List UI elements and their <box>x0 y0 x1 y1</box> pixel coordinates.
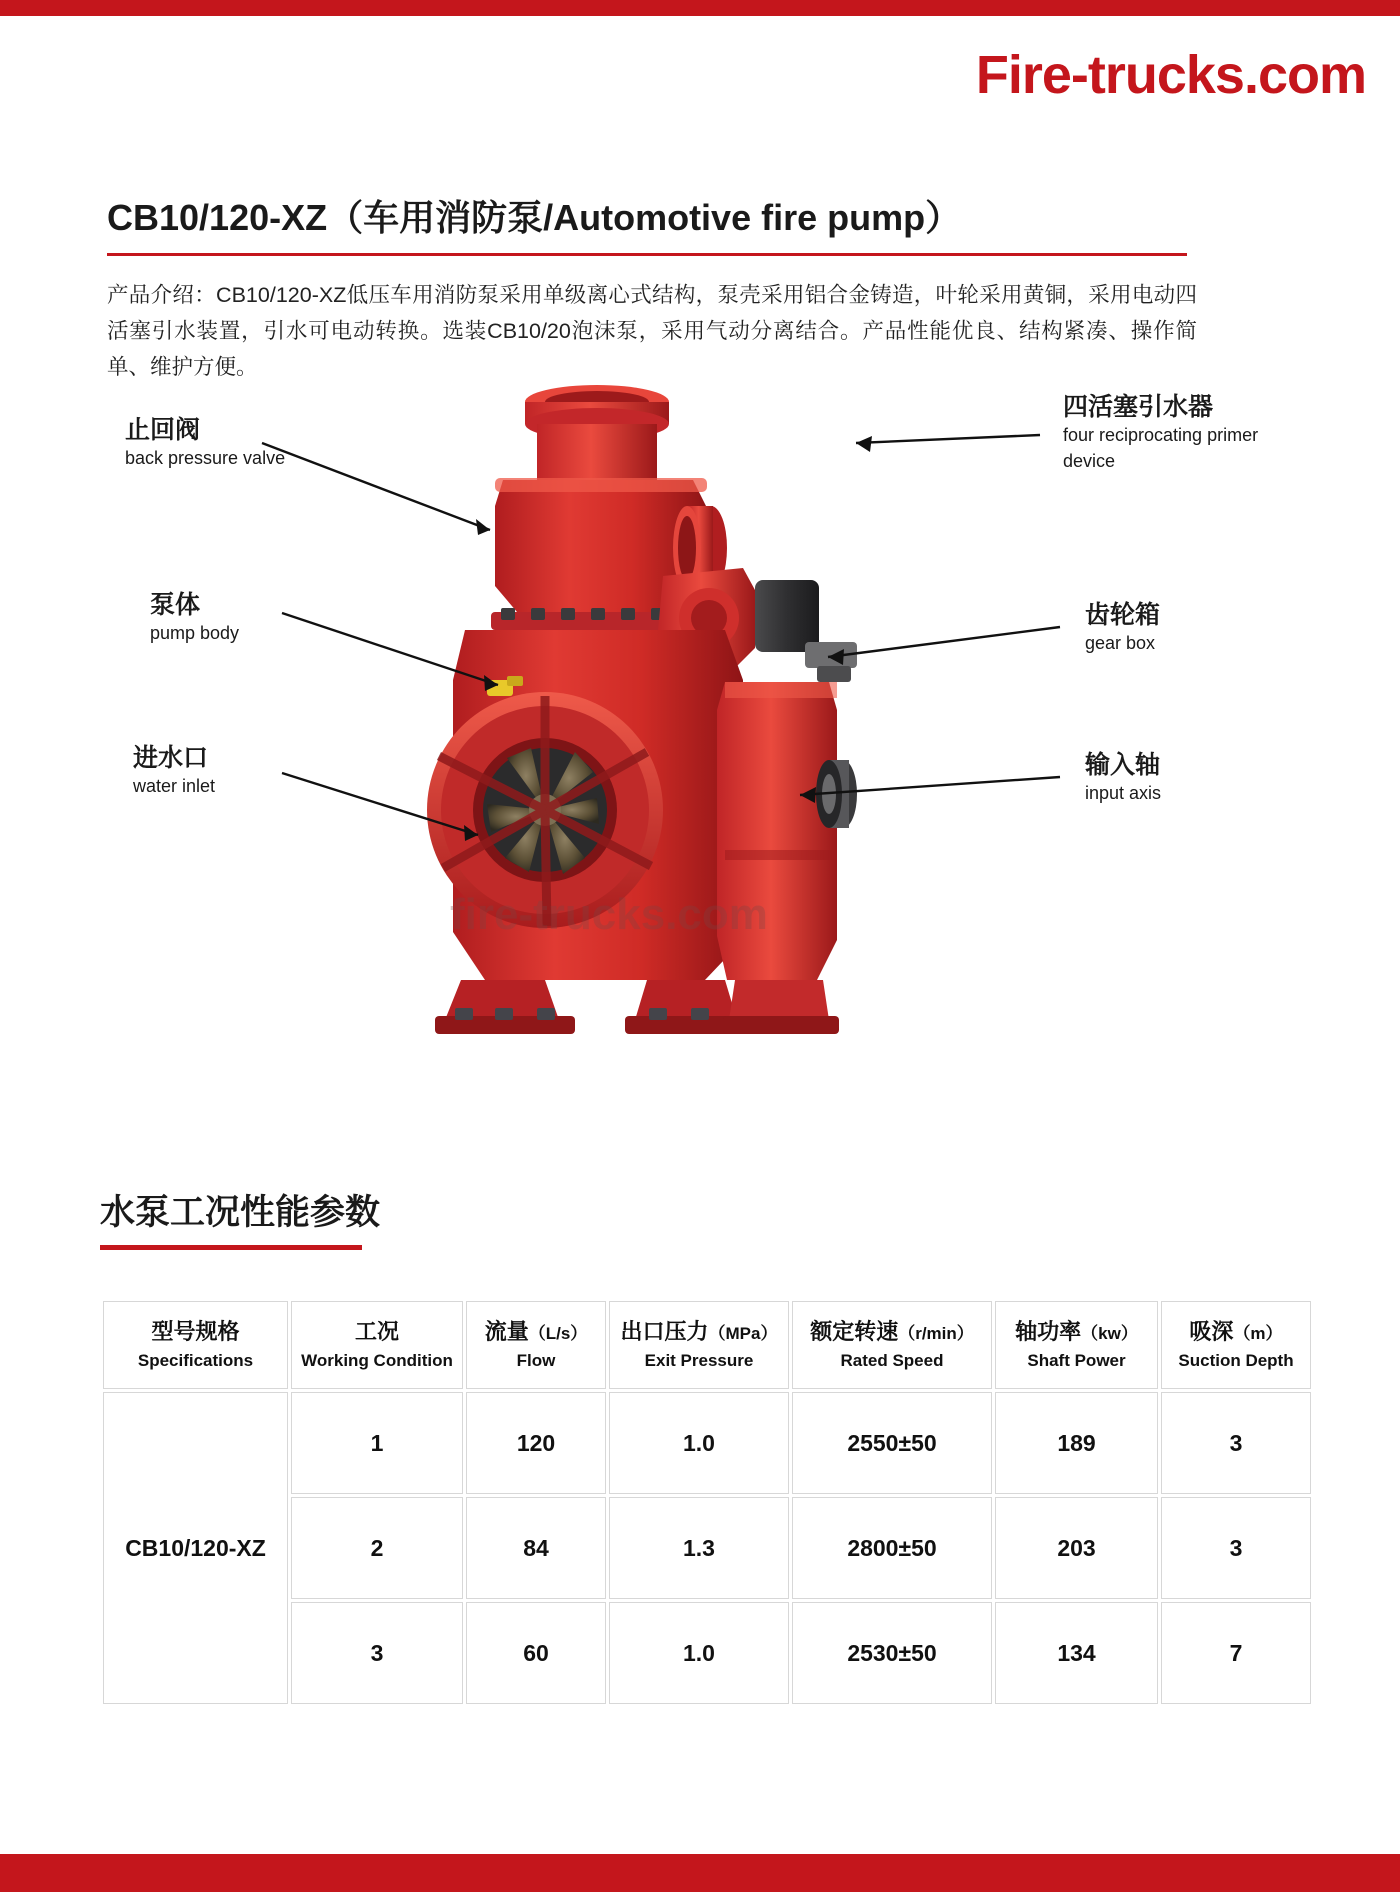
header-en-text: Specifications <box>137 1351 254 1370</box>
cell-rated-speed: 2800±50 <box>792 1497 992 1599</box>
cell-exit-pressure: 1.0 <box>609 1602 789 1704</box>
callout-label-en: back pressure valve <box>125 448 286 468</box>
cell-flow: 120 <box>466 1392 606 1494</box>
cell-condition: 3 <box>291 1602 463 1704</box>
header-cn-text: 吸深 <box>1189 1319 1234 1344</box>
callout-label-cn: 止回阀 <box>125 416 201 444</box>
callout-label-cn: 齿轮箱 <box>1085 601 1161 629</box>
callout-label-en: water inlet <box>133 776 216 796</box>
product-diagram <box>0 395 1400 1185</box>
callout-label-cn: 泵体 <box>150 591 201 619</box>
top-accent-bar <box>0 0 1400 16</box>
callout-input-axis <box>1085 750 1161 806</box>
callout-label-cn: 输入轴 <box>1085 751 1161 779</box>
table-header-suction-depth <box>1161 1301 1311 1389</box>
cell-suction-depth: 3 <box>1161 1392 1311 1494</box>
header-cn-text: 出口压力 <box>620 1319 709 1344</box>
cell-rated-speed: 2530±50 <box>792 1602 992 1704</box>
header-cn-text: 额定转速 <box>810 1319 899 1344</box>
table-header-exit-pressure <box>609 1301 789 1389</box>
callout-back-pressure-valve <box>125 415 285 471</box>
cell-suction-depth: 7 <box>1161 1602 1311 1704</box>
header-unit-text: （r/min） <box>898 1324 974 1343</box>
title-underline <box>107 253 1187 256</box>
table-header-flow <box>466 1301 606 1389</box>
cell-exit-pressure: 1.0 <box>609 1392 789 1494</box>
header-en-text: Shaft Power <box>1027 1351 1126 1370</box>
cell-flow: 84 <box>466 1497 606 1599</box>
header-en-text: Working Condition <box>301 1351 453 1370</box>
header-cn-text: 型号规格 <box>151 1319 240 1344</box>
header-en-text: Flow <box>516 1351 556 1370</box>
table-header-shaft-power <box>995 1301 1158 1389</box>
site-brand-logo: Fire-trucks.com <box>975 45 1366 105</box>
performance-parameters-table <box>100 1298 1314 1707</box>
cell-flow: 60 <box>466 1602 606 1704</box>
header-cn-text: 流量 <box>484 1319 529 1344</box>
callout-label-en: four reciprocating primer device <box>1063 425 1259 471</box>
cell-suction-depth: 3 <box>1161 1497 1311 1599</box>
watermark-text: fire-trucks.com <box>450 890 768 939</box>
product-intro-paragraph: 产品介绍：CB10/120-XZ低压车用消防泵采用单级离心式结构，泵壳采用铝合金铸造，叶轮采用黄铜，采用电动四活塞引水装置，引水可电动转换。选装CB10/20泡沫泵，采用气动分离结合。产品性能优良、结构紧凑、操作简单、维护方便。 <box>107 283 1197 379</box>
cell-rated-speed: 2550±50 <box>792 1392 992 1494</box>
table-header-rated-speed <box>792 1301 992 1389</box>
header-unit-text: （m） <box>1233 1324 1283 1343</box>
table-header-row <box>103 1301 1311 1389</box>
cell-shaft-power: 203 <box>995 1497 1158 1599</box>
callout-label-cn: 四活塞引水器 <box>1063 393 1214 421</box>
bottom-accent-bar <box>0 1854 1400 1892</box>
callout-pump-body <box>150 590 239 646</box>
callout-label-en: pump body <box>150 623 240 643</box>
table-row <box>103 1392 1311 1494</box>
cell-shaft-power: 134 <box>995 1602 1158 1704</box>
header-en-text: Rated Speed <box>840 1351 944 1370</box>
callout-label-en: input axis <box>1085 783 1162 803</box>
callout-primer-device <box>1063 392 1273 474</box>
callout-gear-box <box>1085 600 1160 656</box>
table-header-specifications <box>103 1301 288 1389</box>
cell-exit-pressure: 1.3 <box>609 1497 789 1599</box>
cell-model: CB10/120-XZ <box>103 1392 288 1704</box>
cell-condition: 2 <box>291 1497 463 1599</box>
page-title: CB10/120-XZ（车用消防泵/Automotive fire pump） <box>107 197 962 238</box>
header-cn-text: 工况 <box>354 1319 399 1344</box>
table-header-working-condition <box>291 1301 463 1389</box>
cell-shaft-power: 189 <box>995 1392 1158 1494</box>
section-heading-underline <box>100 1245 362 1250</box>
callout-label-en: gear box <box>1085 633 1156 653</box>
header-unit-text: （L/s） <box>528 1324 588 1343</box>
callout-label-cn: 进水口 <box>133 744 209 772</box>
header-cn-text: 轴功率 <box>1015 1319 1082 1344</box>
header-en-text: Exit Pressure <box>644 1351 754 1370</box>
callout-water-inlet <box>133 743 215 799</box>
header-unit-text: （kw） <box>1081 1324 1138 1343</box>
cell-condition: 1 <box>291 1392 463 1494</box>
header-en-text: Suction Depth <box>1178 1351 1294 1370</box>
section-heading-performance: 水泵工况性能参数 <box>100 1193 381 1232</box>
header-unit-text: （MPa） <box>708 1324 778 1343</box>
